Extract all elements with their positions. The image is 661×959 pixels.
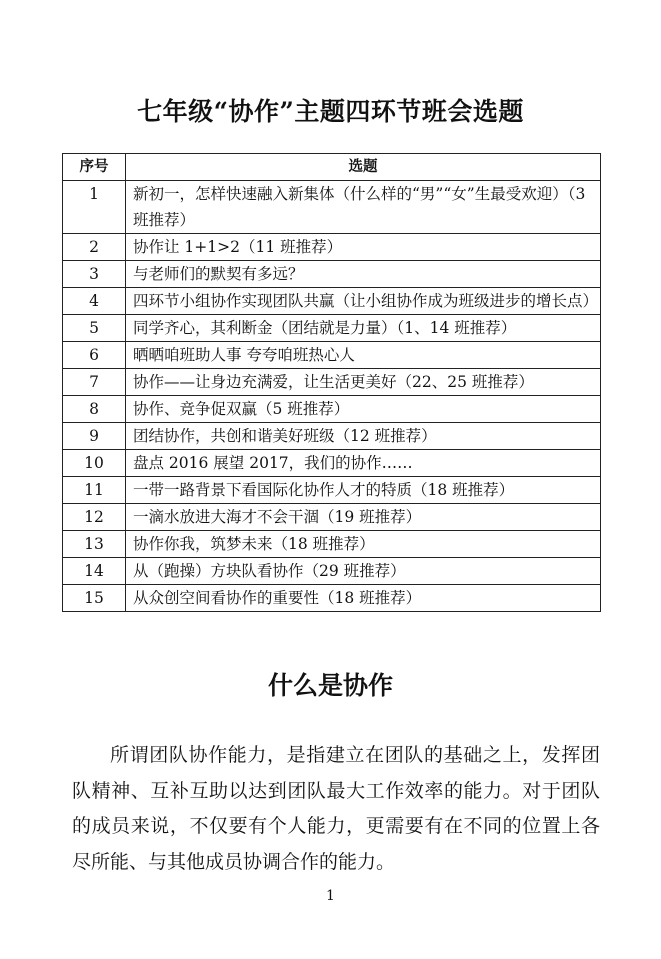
table-row	[63, 423, 601, 450]
body-paragraph: 所谓团队协作能力，是指建立在团队的基础之上，发挥团队精神、互补互助以达到团队最大工作效率的能力。对于团队的成员来说，不仅要有个人能力，更需要有在不同的位置上各尽所能、与其他成员协调合作的能力。	[72, 744, 600, 873]
topics-table	[62, 153, 601, 612]
row-number: 12	[63, 504, 126, 531]
row-number: 4	[63, 288, 126, 315]
row-number: 3	[63, 261, 126, 288]
row-topic: 协作、竞争促双赢（5 班推荐）	[126, 396, 601, 423]
table-row	[63, 585, 601, 612]
row-number: 13	[63, 531, 126, 558]
header-topic: 选题	[126, 154, 601, 181]
row-number: 15	[63, 585, 126, 612]
header-number: 序号	[63, 154, 126, 181]
row-number: 11	[63, 477, 126, 504]
row-topic: 协作——让身边充满爱，让生活更美好（22、25 班推荐）	[126, 369, 601, 396]
row-topic: 同学齐心，其利断金（团结就是力量）（1、14 班推荐）	[126, 315, 601, 342]
row-topic: 团结协作，共创和谐美好班级（12 班推荐）	[126, 423, 601, 450]
row-number: 8	[63, 396, 126, 423]
row-number: 9	[63, 423, 126, 450]
row-topic: 协作让 1+1>2（11 班推荐）	[126, 234, 601, 261]
table-row	[63, 261, 601, 288]
row-number: 5	[63, 315, 126, 342]
page-title: 七年级“协作”主题四环节班会选题	[137, 97, 524, 126]
row-number: 6	[63, 342, 126, 369]
table-row	[63, 234, 601, 261]
table-row	[63, 477, 601, 504]
row-number: 7	[63, 369, 126, 396]
table-header-row	[63, 154, 601, 181]
row-number: 14	[63, 558, 126, 585]
table-row	[63, 288, 601, 315]
row-topic: 四环节小组协作实现团队共赢（让小组协作成为班级进步的增长点）	[126, 288, 601, 315]
row-topic: 从众创空间看协作的重要性（18 班推荐）	[126, 585, 601, 612]
row-number: 1	[63, 181, 126, 234]
table-row	[63, 531, 601, 558]
table-row	[63, 369, 601, 396]
table-row	[63, 450, 601, 477]
row-topic: 从（跑操）方块队看协作（29 班推荐）	[126, 558, 601, 585]
row-topic: 一滴水放进大海才不会干涸（19 班推荐）	[126, 504, 601, 531]
table-row	[63, 504, 601, 531]
table-row	[63, 396, 601, 423]
row-topic: 晒晒咱班助人事 夸夸咱班热心人	[126, 342, 601, 369]
table-row	[63, 181, 601, 234]
row-number: 10	[63, 450, 126, 477]
table-row	[63, 315, 601, 342]
row-number: 2	[63, 234, 126, 261]
page-number: 1	[326, 888, 335, 904]
row-topic: 协作你我，筑梦未来（18 班推荐）	[126, 531, 601, 558]
row-topic: 一带一路背景下看国际化协作人才的特质（18 班推荐）	[126, 477, 601, 504]
row-topic: 盘点 2016 展望 2017，我们的协作……	[126, 450, 601, 477]
section-title: 什么是协作	[267, 671, 393, 700]
table-row	[63, 558, 601, 585]
table-row	[63, 342, 601, 369]
row-topic: 与老师们的默契有多远？	[126, 261, 601, 288]
row-topic: 新初一，怎样快速融入新集体（什么样的“男”“女”生最受欢迎）（3 班推荐）	[126, 181, 601, 234]
